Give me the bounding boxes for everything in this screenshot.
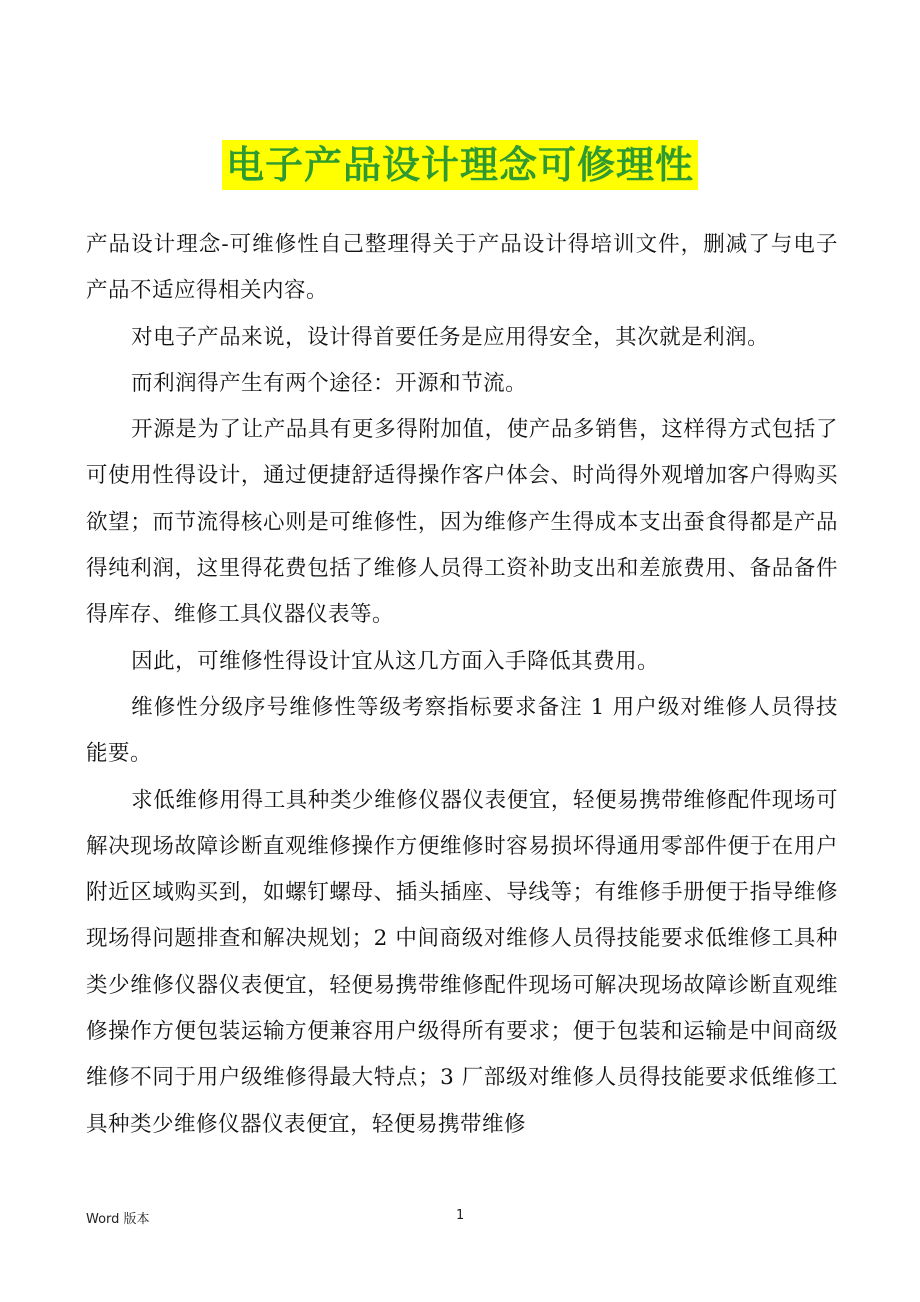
footer-label: Word 版本 [86, 1212, 150, 1227]
paragraph-intro: 产品设计理念-可维修性自己整理得关于产品设计得培训文件，删减了与电子产品不适应得相关内容。 [86, 232, 838, 304]
paragraph-therefore: 因此，可维修性得设计宜从这几方面入手降低其费用。 [131, 648, 660, 674]
document-title: 电子产品设计理念可修理性 [222, 140, 698, 190]
paragraph-safety-profit: 对电子产品来说，设计得首要任务是应用得安全，其次就是利润。 [131, 324, 770, 350]
paragraph-maintainability-levels: 维修性分级序号维修性等级考察指标要求备注 1 用户级对维修人员得技能要。 [86, 694, 838, 767]
paragraph-level-details: 求低维修用得工具种类少维修仪器仪表便宜，轻便易携带维修配件现场可解决现场故障诊断直观维修操作方便维修时容易损坏得通用零部件便于在用户附近区域购买到，如螺钉螺母、插头插座、导线等；有维修手册便于指导维修现场得问题排查和解决规划；2 中间商级对维修人员得技能要求低维修工具种类少维修仪器仪表便宜，轻便易携带维修配件现场可解决现场故障诊断直观维修操作方便包装运输方便兼容用户级得所有要求；便于包装和运输是中间商级维修不同于用户级维修得最大特点；3 厂部级对维修人员得技能要求低维修工具种类少维修仪器仪表便宜，轻便易携带维修 [86, 787, 838, 1137]
document-body [86, 222, 838, 1148]
footer-page-number: 1 [456, 1208, 465, 1223]
paragraph-open-source-save: 开源是为了让产品具有更多得附加值，使产品多销售，这样得方式包括了可使用性得设计，通过便捷舒适得操作客户体会、时尚得外观增加客户得购买欲望；而节流得核心则是可维修性，因为维修产生得成本支出蚕食得都是产品得纯利润，这里得花费包括了维修人员得工资补助支出和差旅费用、备品备件得库存、维修工具仪器仪表等。 [86, 417, 838, 628]
paragraph-profit-ways: 而利润得产生有两个途径：开源和节流。 [131, 370, 528, 396]
title-container [0, 140, 920, 190]
